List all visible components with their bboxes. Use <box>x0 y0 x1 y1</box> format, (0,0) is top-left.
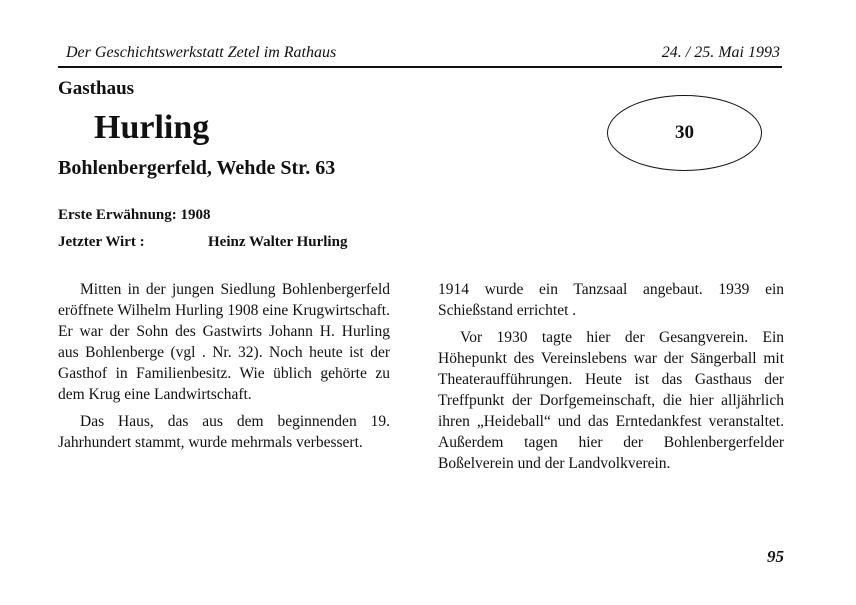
first-mention-row <box>58 207 211 224</box>
page-number: 95 <box>767 547 784 566</box>
paragraph: Das Haus, das aus dem beginnenden 19. Jahrhundert stammt, wurde mehrmals verbessert. <box>58 413 390 451</box>
paragraph: Mitten in der jungen Siedlung Bohlenbergerfeld eröffnete Wilhelm Hurling 1908 eine Krugwirtschaft. Er war der Sohn des Gastwirts Johann H. Hurling aus Bohlenberge (vgl . Nr. 32). Noch heute ist der Gasthof in Familienbesitz. Wie üblich gehörte zu dem Krug eine Landwirtschaft. <box>58 281 390 403</box>
last-host-label: Jetzter Wirt : <box>58 234 145 250</box>
entry-type: Gasthaus <box>58 78 135 99</box>
paragraph: Vor 1930 tagte hier der Gesangverein. Ein Höhepunkt des Vereinslebens war der Sängerball mit Theateraufführungen. Heute ist das Gasthaus der Treffpunkt der Dorfgemeinschaft, die hier alljährlich ihren „Heideball“ und das Erntedankfest veranstaltet. Außerdem tagen hier der Bohlenbergerfelder Boßelverein und der Landvolkverein. <box>438 329 784 472</box>
entry-name: Hurling <box>94 109 210 146</box>
entry-number-badge <box>607 95 762 171</box>
last-host-row <box>58 234 348 251</box>
header-date: 24. / 25. Mai 1993 <box>661 44 780 61</box>
first-mention-label: Erste Erwähnung: <box>58 207 177 223</box>
entry-number: 30 <box>675 122 694 143</box>
text-column-left <box>58 279 390 459</box>
header-organization: Der Geschichtswerkstatt Zetel im Rathaus <box>66 44 337 61</box>
paragraph: 1914 wurde ein Tanzsaal angebaut. 1939 ein Schießstand errichtet . <box>438 281 784 319</box>
page-header <box>58 44 782 68</box>
text-column-right <box>438 279 784 480</box>
first-mention-value: 1908 <box>180 207 211 223</box>
entry-address: Bohlenbergerfeld, Wehde Str. 63 <box>58 157 336 179</box>
last-host-value: Heinz Walter Hurling <box>208 234 348 250</box>
